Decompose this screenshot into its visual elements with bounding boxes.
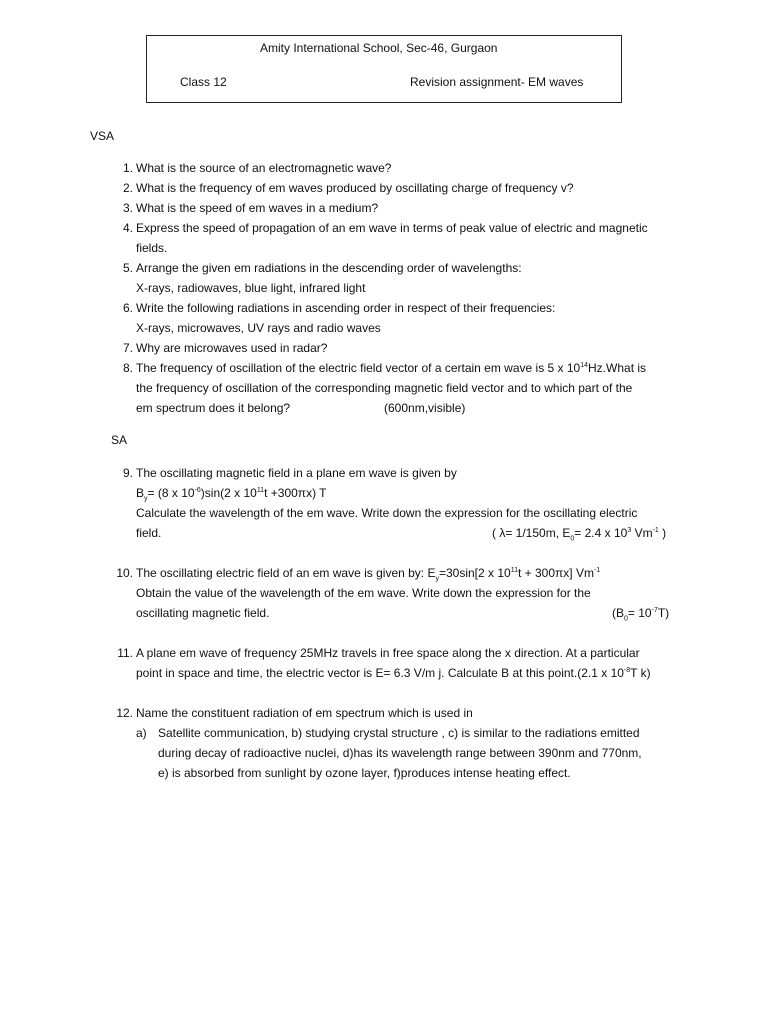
question-text-line1: A plane em wave of frequency 25MHz travels in free space along the x direction. At a particular (136, 646, 640, 660)
assignment-title: Revision assignment- EM waves (410, 75, 584, 89)
question-text-line1: Write the following radiations in ascending order in respect of their frequencies: (136, 301, 556, 315)
question-text: Why are microwaves used in radar? (136, 341, 328, 355)
question-text-line3: Calculate the wavelength of the em wave. Write down the expression for the oscillating electric (136, 506, 638, 520)
question-text-line4: field. (136, 526, 162, 540)
question-number: 7. (122, 341, 133, 355)
question-text-line2: X-rays, microwaves, UV rays and radio waves (136, 321, 381, 335)
question-number: 12. (116, 706, 133, 720)
section-sa: SA (111, 433, 128, 447)
sub-item-label: a) (136, 726, 147, 740)
question-text-line1: The frequency of oscillation of the electric field vector of a certain em wave is 5 x $10^{14}Hz.What$ is (136, 361, 647, 375)
answer-hint: ( λ= 1/150m, $E_0= 2.4$ x $10^3$ $Vm^{-1}$ ) (492, 526, 667, 543)
question-text-line3: em spectrum does it belong? (136, 401, 291, 415)
question-text: What is the source of an electromagnetic wave? (136, 161, 392, 175)
answer-hint: (600nm,visible) (384, 401, 466, 415)
question-text-line1: Express the speed of propagation of an em wave in terms of peak value of electric and magnetic (136, 221, 648, 235)
school-name: Amity International School, Sec-46, Gurgaon (260, 41, 498, 55)
answer-hint: $(B_0= 10^{-7}T)$ (612, 606, 670, 623)
sub-item-text-line3: e) is absorbed from sunlight by ozone layer, f)produces intense heating effect. (158, 766, 571, 780)
equation: $B_y= (8$ x $10^{-6})\sin(2$ x $10^{11}t +300\pi x$) T (136, 486, 327, 503)
question-text-line2: point in space and time, the electric vector is E= 6.3 V/m j. Calculate B at this point.(2.1 x $10^{-8}T$ k) (136, 666, 651, 680)
question-text-line2: Obtain the value of the wavelength of the em wave. Write down the expression for the (136, 586, 591, 600)
sub-item-text-line2: during decay of radioactive nuclei, d)has its wavelength range between 390nm and 770nm, (158, 746, 642, 760)
question-number: 3. (122, 201, 133, 215)
question-number: 1. (122, 161, 133, 175)
question-text: What is the speed of em waves in a medium? (136, 201, 379, 215)
question-number: 2. (122, 181, 133, 195)
question-text: What is the frequency of em waves produced by oscillating charge of frequency v? (136, 181, 574, 195)
question-text-line2: X-rays, radiowaves, blue light, infrared light (136, 281, 366, 295)
question-text-line1: The oscillating magnetic field in a plane em wave is given by (136, 466, 457, 480)
question-text-line3: oscillating magnetic field. (136, 606, 270, 620)
question-text-line2: the frequency of oscillation of the corresponding magnetic field vector and to which part of the (136, 381, 633, 395)
question-number: 9. (122, 466, 133, 480)
question-number: 8. (122, 361, 133, 375)
question-text-line1: Arrange the given em radiations in the descending order of wavelengths: (136, 261, 522, 275)
question-text-line1: The oscillating electric field of an em wave is given by: $E_y=30\sin[2$ x $10^{11}t + 300\pi x$] $Vm^{-1}$ (136, 566, 601, 583)
section-vsa: VSA (90, 129, 115, 143)
question-number: 4. (122, 221, 133, 235)
question-text-line1: Name the constituent radiation of em spectrum which is used in (136, 706, 473, 720)
question-text-line2: fields. (136, 241, 168, 255)
question-number: 11. (117, 646, 133, 660)
question-number: 10. (116, 566, 133, 580)
class-label: Class 12 (180, 75, 227, 89)
question-number: 6. (122, 301, 133, 315)
question-number: 5. (122, 261, 133, 275)
sub-item-text-line1: Satellite communication, b) studying crystal structure , c) is similar to the radiations emitted (158, 726, 640, 740)
